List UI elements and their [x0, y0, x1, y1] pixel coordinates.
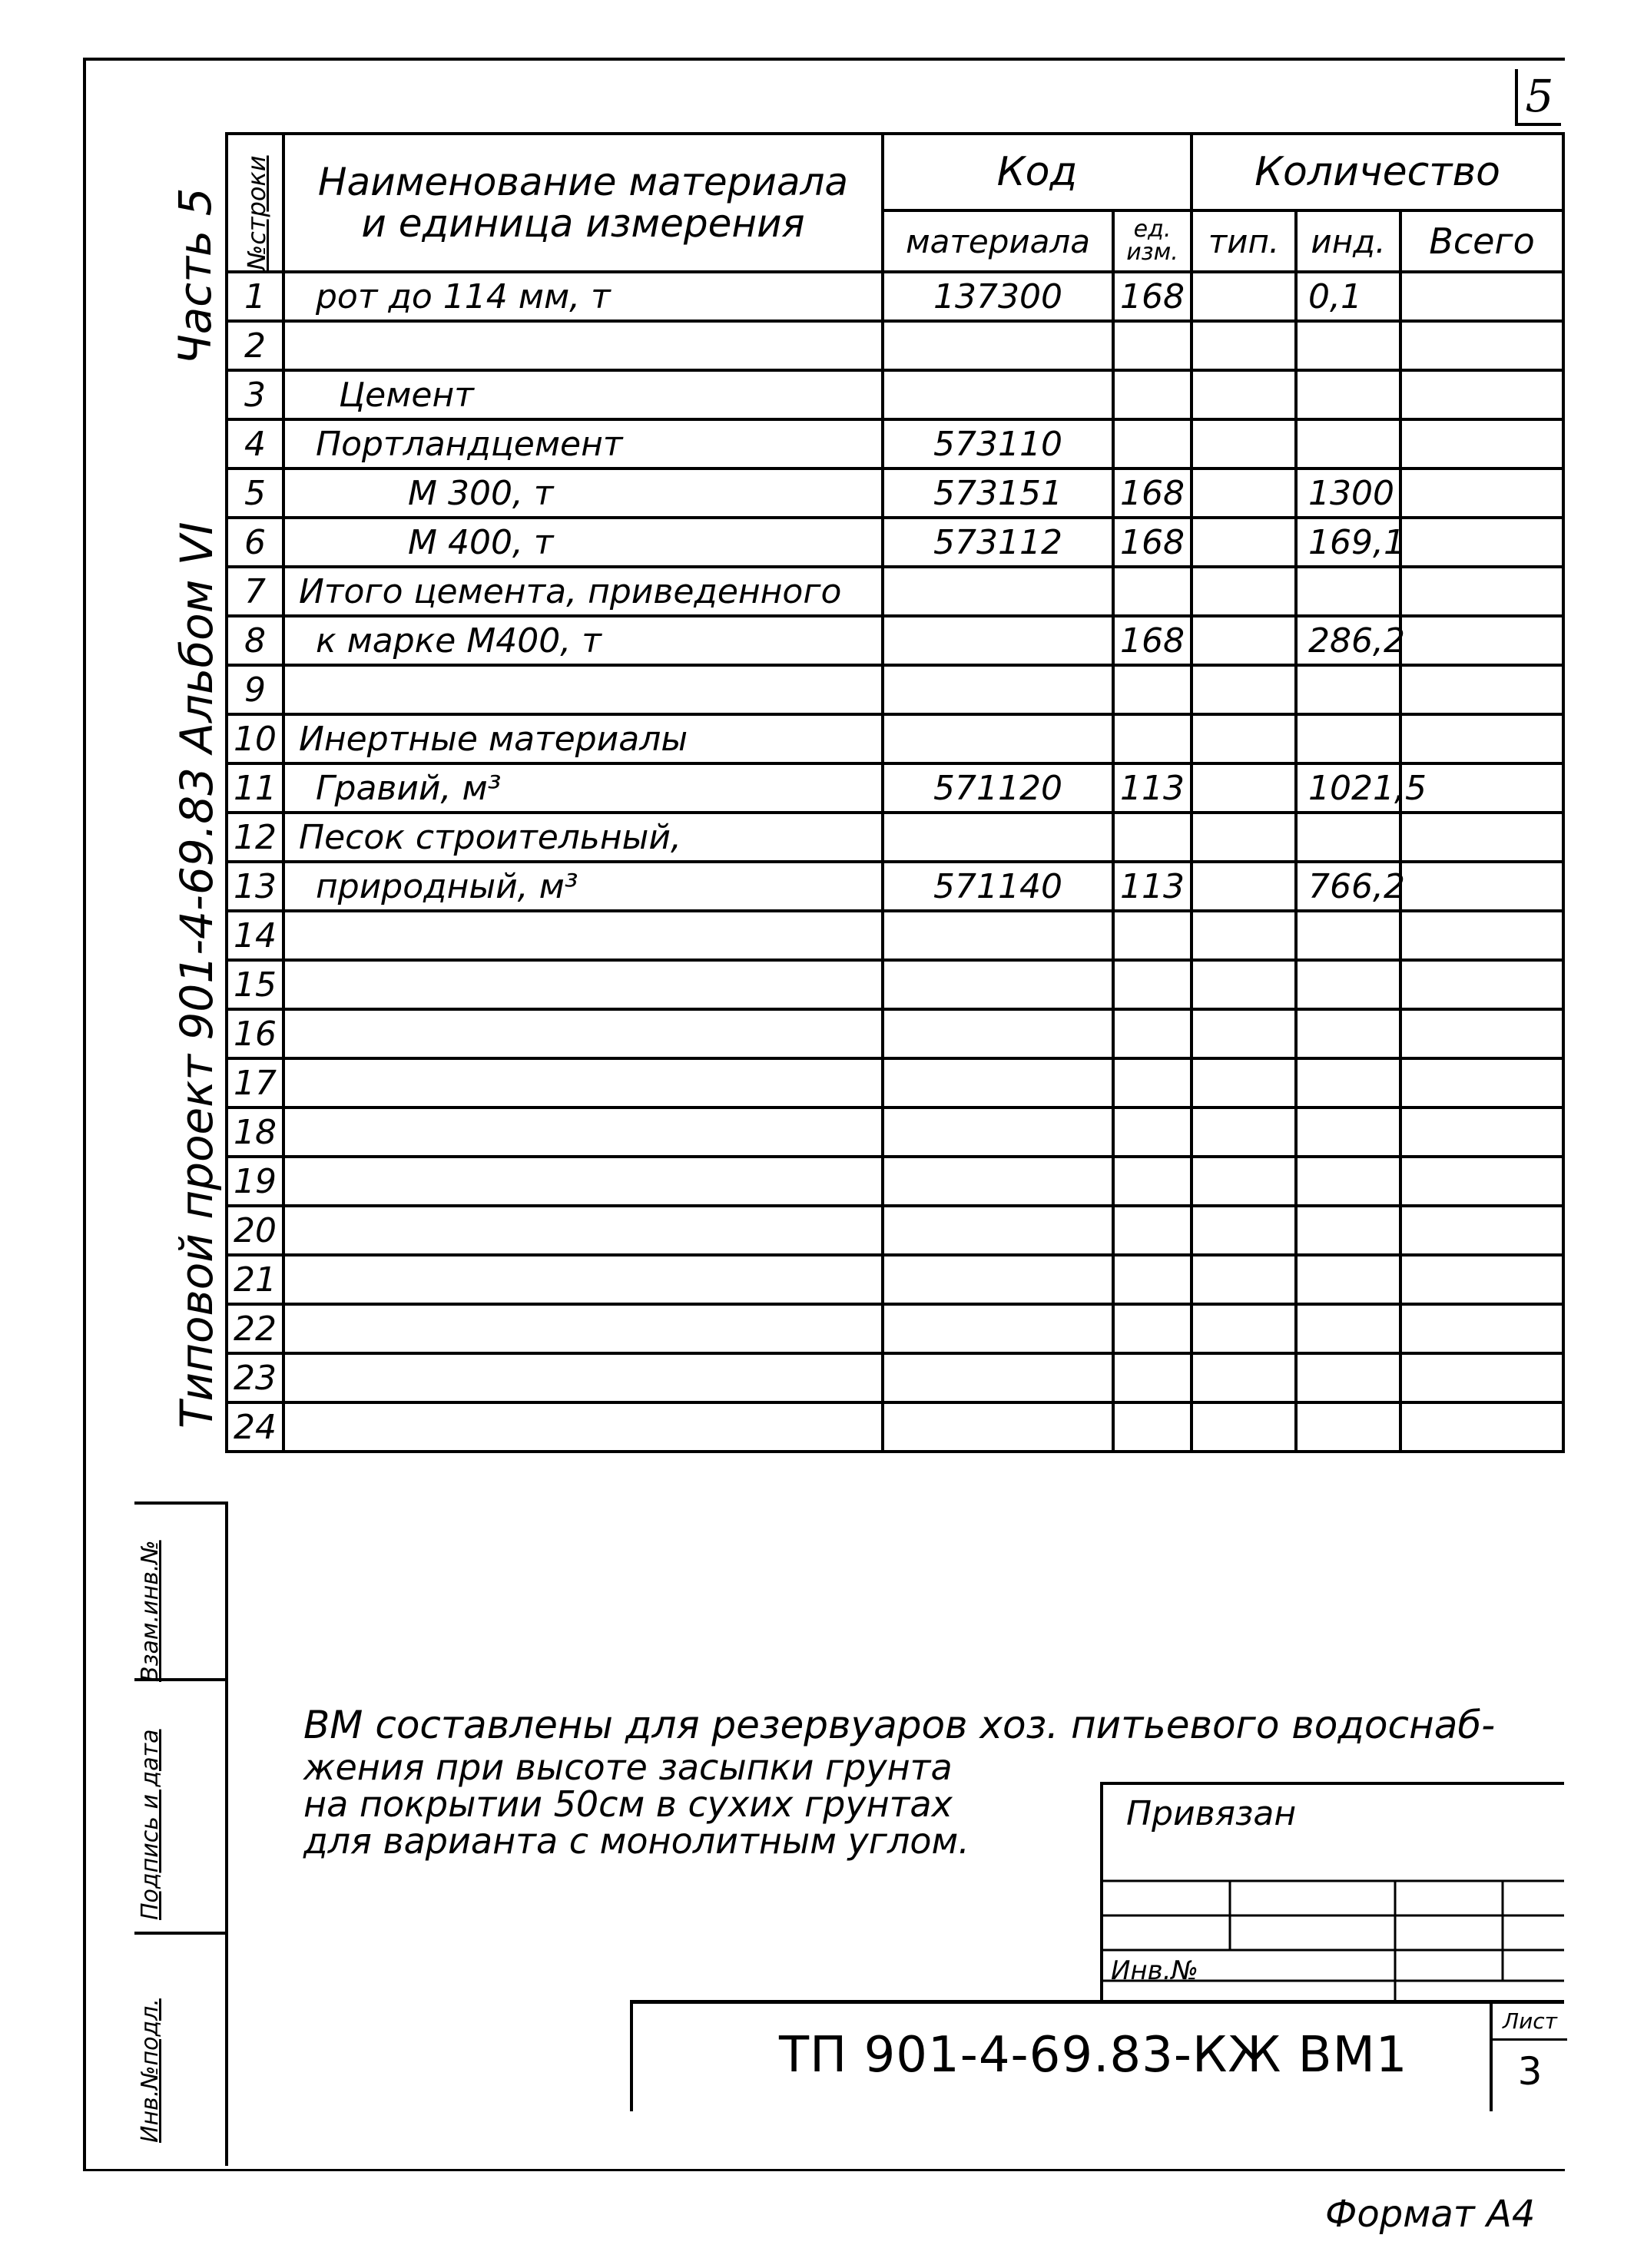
unit-code-cell	[1113, 1255, 1192, 1304]
note-line: для варианта с монолитным углом.	[303, 1820, 969, 1862]
row-number-cell: 24	[227, 1402, 283, 1452]
sheet-number: 3	[1517, 2049, 1543, 2094]
table-row	[227, 714, 1563, 763]
row-number-cell: 11	[227, 763, 283, 813]
table-row	[227, 1009, 1563, 1058]
table-row	[227, 567, 1563, 616]
material-name-cell: рот до 114 мм, т	[283, 272, 883, 321]
qty-typ-cell	[1192, 714, 1296, 763]
row-number-cell: 21	[227, 1255, 283, 1304]
qty-typ-cell	[1192, 862, 1296, 911]
qty-typ-cell	[1192, 1304, 1296, 1353]
row-number-cell: 2	[227, 321, 283, 370]
qty-typ-cell	[1192, 468, 1296, 518]
qty-typ-cell	[1192, 1402, 1296, 1452]
attachment-stamp	[1100, 1782, 1564, 2000]
material-name-cell: к марке М400, т	[283, 616, 883, 665]
qty-ind-cell	[1296, 370, 1400, 419]
row-number-cell: 6	[227, 518, 283, 567]
qty-ind-cell	[1296, 665, 1400, 714]
qty-ind-cell	[1296, 567, 1400, 616]
unit-code-cell: 113	[1113, 862, 1192, 911]
note-line: на покрытии 50см в сухих грунтах	[303, 1783, 953, 1825]
header-qty-total: Всего	[1400, 210, 1563, 272]
qty-typ-cell	[1192, 419, 1296, 468]
material-name-cell: Гравий, м³	[283, 763, 883, 813]
table-row	[227, 1255, 1563, 1304]
material-code-cell: 573151	[883, 468, 1113, 518]
qty-total-cell	[1400, 616, 1563, 665]
material-code-cell	[883, 1009, 1113, 1058]
material-name-cell	[283, 665, 883, 714]
qty-typ-cell	[1192, 763, 1296, 813]
material-code-cell	[883, 1304, 1113, 1353]
table-row	[227, 1206, 1563, 1255]
material-name-cell	[283, 1255, 883, 1304]
table-row	[227, 616, 1563, 665]
qty-ind-cell	[1296, 911, 1400, 960]
qty-total-cell	[1400, 419, 1563, 468]
side-stamp-label-inventory: Инв.№подл.	[137, 1998, 164, 2143]
material-code-cell	[883, 1255, 1113, 1304]
side-label-part: Часть 5	[169, 187, 221, 365]
qty-total-cell	[1400, 813, 1563, 862]
table-row	[227, 468, 1563, 518]
qty-total-cell	[1400, 321, 1563, 370]
qty-total-cell	[1400, 567, 1563, 616]
document-code: ТП 901-4-69.83-КЖ ВМ1	[779, 2027, 1408, 2084]
qty-ind-cell: 286,2	[1296, 616, 1400, 665]
material-code-cell	[883, 1353, 1113, 1402]
material-code-cell	[883, 1058, 1113, 1108]
note-line: жения при высоте засыпки грунта	[303, 1747, 953, 1788]
table-row	[227, 813, 1563, 862]
qty-ind-cell	[1296, 1108, 1400, 1157]
unit-code-cell	[1113, 665, 1192, 714]
qty-ind-cell: 0,1	[1296, 272, 1400, 321]
unit-code-cell: 168	[1113, 518, 1192, 567]
row-number-cell: 15	[227, 960, 283, 1009]
material-code-cell	[883, 960, 1113, 1009]
unit-code-cell: 168	[1113, 616, 1192, 665]
note-line: ВМ составлены для резервуаров хоз. питьевого водоснаб-	[303, 1703, 1496, 1747]
row-number-cell: 18	[227, 1108, 283, 1157]
qty-ind-cell	[1296, 1206, 1400, 1255]
qty-ind-cell: 766,2	[1296, 862, 1400, 911]
unit-code-cell	[1113, 567, 1192, 616]
header-qty-typ: тип.	[1192, 210, 1296, 272]
row-number-cell: 23	[227, 1353, 283, 1402]
material-code-cell	[883, 813, 1113, 862]
sheet-corner-number: 5	[1515, 69, 1561, 126]
material-name-cell	[283, 1353, 883, 1402]
unit-code-cell	[1113, 1009, 1192, 1058]
unit-code-cell	[1113, 1206, 1192, 1255]
row-number-cell: 7	[227, 567, 283, 616]
table-row	[227, 1304, 1563, 1353]
material-name-cell: Песок строительный,	[283, 813, 883, 862]
materials-table	[225, 132, 1565, 1453]
qty-total-cell	[1400, 272, 1563, 321]
material-name-cell	[283, 321, 883, 370]
table-row	[227, 911, 1563, 960]
qty-ind-cell	[1296, 813, 1400, 862]
material-name-cell: Итого цемента, приведенного	[283, 567, 883, 616]
material-name-cell	[283, 1009, 883, 1058]
table-row	[227, 1157, 1563, 1206]
qty-ind-cell	[1296, 1255, 1400, 1304]
qty-total-cell	[1400, 960, 1563, 1009]
material-code-cell: 137300	[883, 272, 1113, 321]
unit-code-cell	[1113, 960, 1192, 1009]
table-row	[227, 272, 1563, 321]
stamp-attached-label: Привязан	[1126, 1794, 1297, 1833]
side-stamp-label-replace: Взам.инв.№	[137, 1540, 164, 1682]
unit-code-cell	[1113, 1157, 1192, 1206]
table-row	[227, 419, 1563, 468]
material-code-cell	[883, 321, 1113, 370]
qty-typ-cell	[1192, 567, 1296, 616]
unit-code-cell: 113	[1113, 763, 1192, 813]
material-name-cell	[283, 960, 883, 1009]
row-number-cell: 14	[227, 911, 283, 960]
stamp-inv-label: Инв.№	[1111, 1955, 1198, 1986]
material-name-cell	[283, 1402, 883, 1452]
qty-total-cell	[1400, 1058, 1563, 1108]
qty-total-cell	[1400, 1304, 1563, 1353]
table-row	[227, 763, 1563, 813]
unit-code-cell	[1113, 1353, 1192, 1402]
table-row	[227, 960, 1563, 1009]
table-row	[227, 1353, 1563, 1402]
row-number-cell: 5	[227, 468, 283, 518]
material-name-cell	[283, 1304, 883, 1353]
material-name-cell: природный, м³	[283, 862, 883, 911]
qty-ind-cell	[1296, 1304, 1400, 1353]
qty-typ-cell	[1192, 1353, 1296, 1402]
row-number-cell: 9	[227, 665, 283, 714]
material-code-cell: 571120	[883, 763, 1113, 813]
qty-total-cell	[1400, 1255, 1563, 1304]
unit-code-cell	[1113, 370, 1192, 419]
qty-total-cell	[1400, 1402, 1563, 1452]
table-row	[227, 321, 1563, 370]
header-row-number	[227, 134, 283, 272]
qty-total-cell	[1400, 714, 1563, 763]
unit-code-cell	[1113, 419, 1192, 468]
title-block	[630, 2000, 1564, 2111]
table-row	[227, 1058, 1563, 1108]
spec-table-wrapper	[225, 132, 1562, 1453]
row-number-cell: 4	[227, 419, 283, 468]
row-number-cell: 10	[227, 714, 283, 763]
material-name-cell	[283, 911, 883, 960]
qty-ind-cell	[1296, 1402, 1400, 1452]
qty-ind-cell	[1296, 1157, 1400, 1206]
qty-total-cell	[1400, 665, 1563, 714]
material-name-cell: М 400, т	[283, 518, 883, 567]
qty-ind-cell: 1021,5	[1296, 763, 1400, 813]
material-name-cell: Цемент	[283, 370, 883, 419]
qty-ind-cell: 169,1	[1296, 518, 1400, 567]
row-number-cell: 8	[227, 616, 283, 665]
material-code-cell	[883, 665, 1113, 714]
unit-code-cell	[1113, 1304, 1192, 1353]
header-code-material: материала	[883, 210, 1113, 272]
qty-total-cell	[1400, 1353, 1563, 1402]
material-code-cell: 573110	[883, 419, 1113, 468]
qty-ind-cell	[1296, 1009, 1400, 1058]
qty-total-cell	[1400, 1206, 1563, 1255]
material-name-cell	[283, 1206, 883, 1255]
sheet-cell	[1490, 2004, 1567, 2111]
sheet-label: Лист	[1493, 2004, 1567, 2041]
qty-total-cell	[1400, 370, 1563, 419]
qty-ind-cell	[1296, 960, 1400, 1009]
material-code-cell	[883, 1402, 1113, 1452]
qty-typ-cell	[1192, 272, 1296, 321]
qty-total-cell	[1400, 911, 1563, 960]
material-code-cell	[883, 370, 1113, 419]
qty-typ-cell	[1192, 1009, 1296, 1058]
format-label: Формат А4	[1325, 2193, 1536, 2236]
qty-ind-cell	[1296, 419, 1400, 468]
row-number-cell: 13	[227, 862, 283, 911]
unit-code-cell	[1113, 714, 1192, 763]
row-number-cell: 12	[227, 813, 283, 862]
unit-code-cell: 168	[1113, 468, 1192, 518]
qty-ind-cell	[1296, 1058, 1400, 1108]
material-code-cell: 571140	[883, 862, 1113, 911]
qty-ind-cell: 1300	[1296, 468, 1400, 518]
qty-typ-cell	[1192, 1108, 1296, 1157]
material-name-cell	[283, 1157, 883, 1206]
header-code-unit: ед. изм.	[1113, 210, 1192, 272]
header-row-number-label: №строки	[242, 155, 271, 270]
qty-total-cell	[1400, 1108, 1563, 1157]
qty-typ-cell	[1192, 616, 1296, 665]
qty-typ-cell	[1192, 1157, 1296, 1206]
table-row	[227, 370, 1563, 419]
table-row	[227, 1108, 1563, 1157]
material-name-cell	[283, 1058, 883, 1108]
unit-code-cell	[1113, 911, 1192, 960]
qty-typ-cell	[1192, 1206, 1296, 1255]
row-number-cell: 22	[227, 1304, 283, 1353]
unit-code-cell	[1113, 813, 1192, 862]
material-name-cell: М 300, т	[283, 468, 883, 518]
table-row	[227, 518, 1563, 567]
material-name-cell: Инертные материалы	[283, 714, 883, 763]
material-name-cell	[283, 1108, 883, 1157]
unit-code-cell	[1113, 321, 1192, 370]
side-stamp-label-signature: Подпись и дата	[137, 1729, 164, 1920]
header-quantity-group: Количество	[1192, 134, 1563, 210]
material-code-cell	[883, 714, 1113, 763]
material-name-cell: Портландцемент	[283, 419, 883, 468]
qty-ind-cell	[1296, 321, 1400, 370]
qty-total-cell	[1400, 1009, 1563, 1058]
qty-typ-cell	[1192, 911, 1296, 960]
row-number-cell: 17	[227, 1058, 283, 1108]
material-code-cell	[883, 616, 1113, 665]
unit-code-cell	[1113, 1058, 1192, 1108]
header-name: Наименование материала и единица измерения	[283, 134, 883, 272]
material-code-cell	[883, 911, 1113, 960]
qty-typ-cell	[1192, 665, 1296, 714]
qty-ind-cell	[1296, 714, 1400, 763]
unit-code-cell	[1113, 1108, 1192, 1157]
qty-total-cell	[1400, 1157, 1563, 1206]
material-code-cell	[883, 1108, 1113, 1157]
header-qty-ind: инд.	[1296, 210, 1400, 272]
qty-typ-cell	[1192, 1255, 1296, 1304]
qty-typ-cell	[1192, 960, 1296, 1009]
qty-total-cell	[1400, 518, 1563, 567]
material-code-cell: 573112	[883, 518, 1113, 567]
qty-typ-cell	[1192, 1058, 1296, 1108]
qty-typ-cell	[1192, 813, 1296, 862]
qty-ind-cell	[1296, 1353, 1400, 1402]
qty-typ-cell	[1192, 321, 1296, 370]
header-code-group: Код	[883, 134, 1192, 210]
table-row	[227, 862, 1563, 911]
unit-code-cell: 168	[1113, 272, 1192, 321]
table-row	[227, 1402, 1563, 1452]
row-number-cell: 19	[227, 1157, 283, 1206]
qty-typ-cell	[1192, 370, 1296, 419]
qty-total-cell	[1400, 468, 1563, 518]
material-code-cell	[883, 567, 1113, 616]
row-number-cell: 16	[227, 1009, 283, 1058]
side-label-project: Типовой проект 901-4-69.83 Альбом VI	[171, 521, 223, 1429]
row-number-cell: 1	[227, 272, 283, 321]
qty-total-cell	[1400, 862, 1563, 911]
unit-code-cell	[1113, 1402, 1192, 1452]
row-number-cell: 20	[227, 1206, 283, 1255]
qty-typ-cell	[1192, 518, 1296, 567]
material-code-cell	[883, 1206, 1113, 1255]
table-row	[227, 665, 1563, 714]
material-code-cell	[883, 1157, 1113, 1206]
row-number-cell: 3	[227, 370, 283, 419]
